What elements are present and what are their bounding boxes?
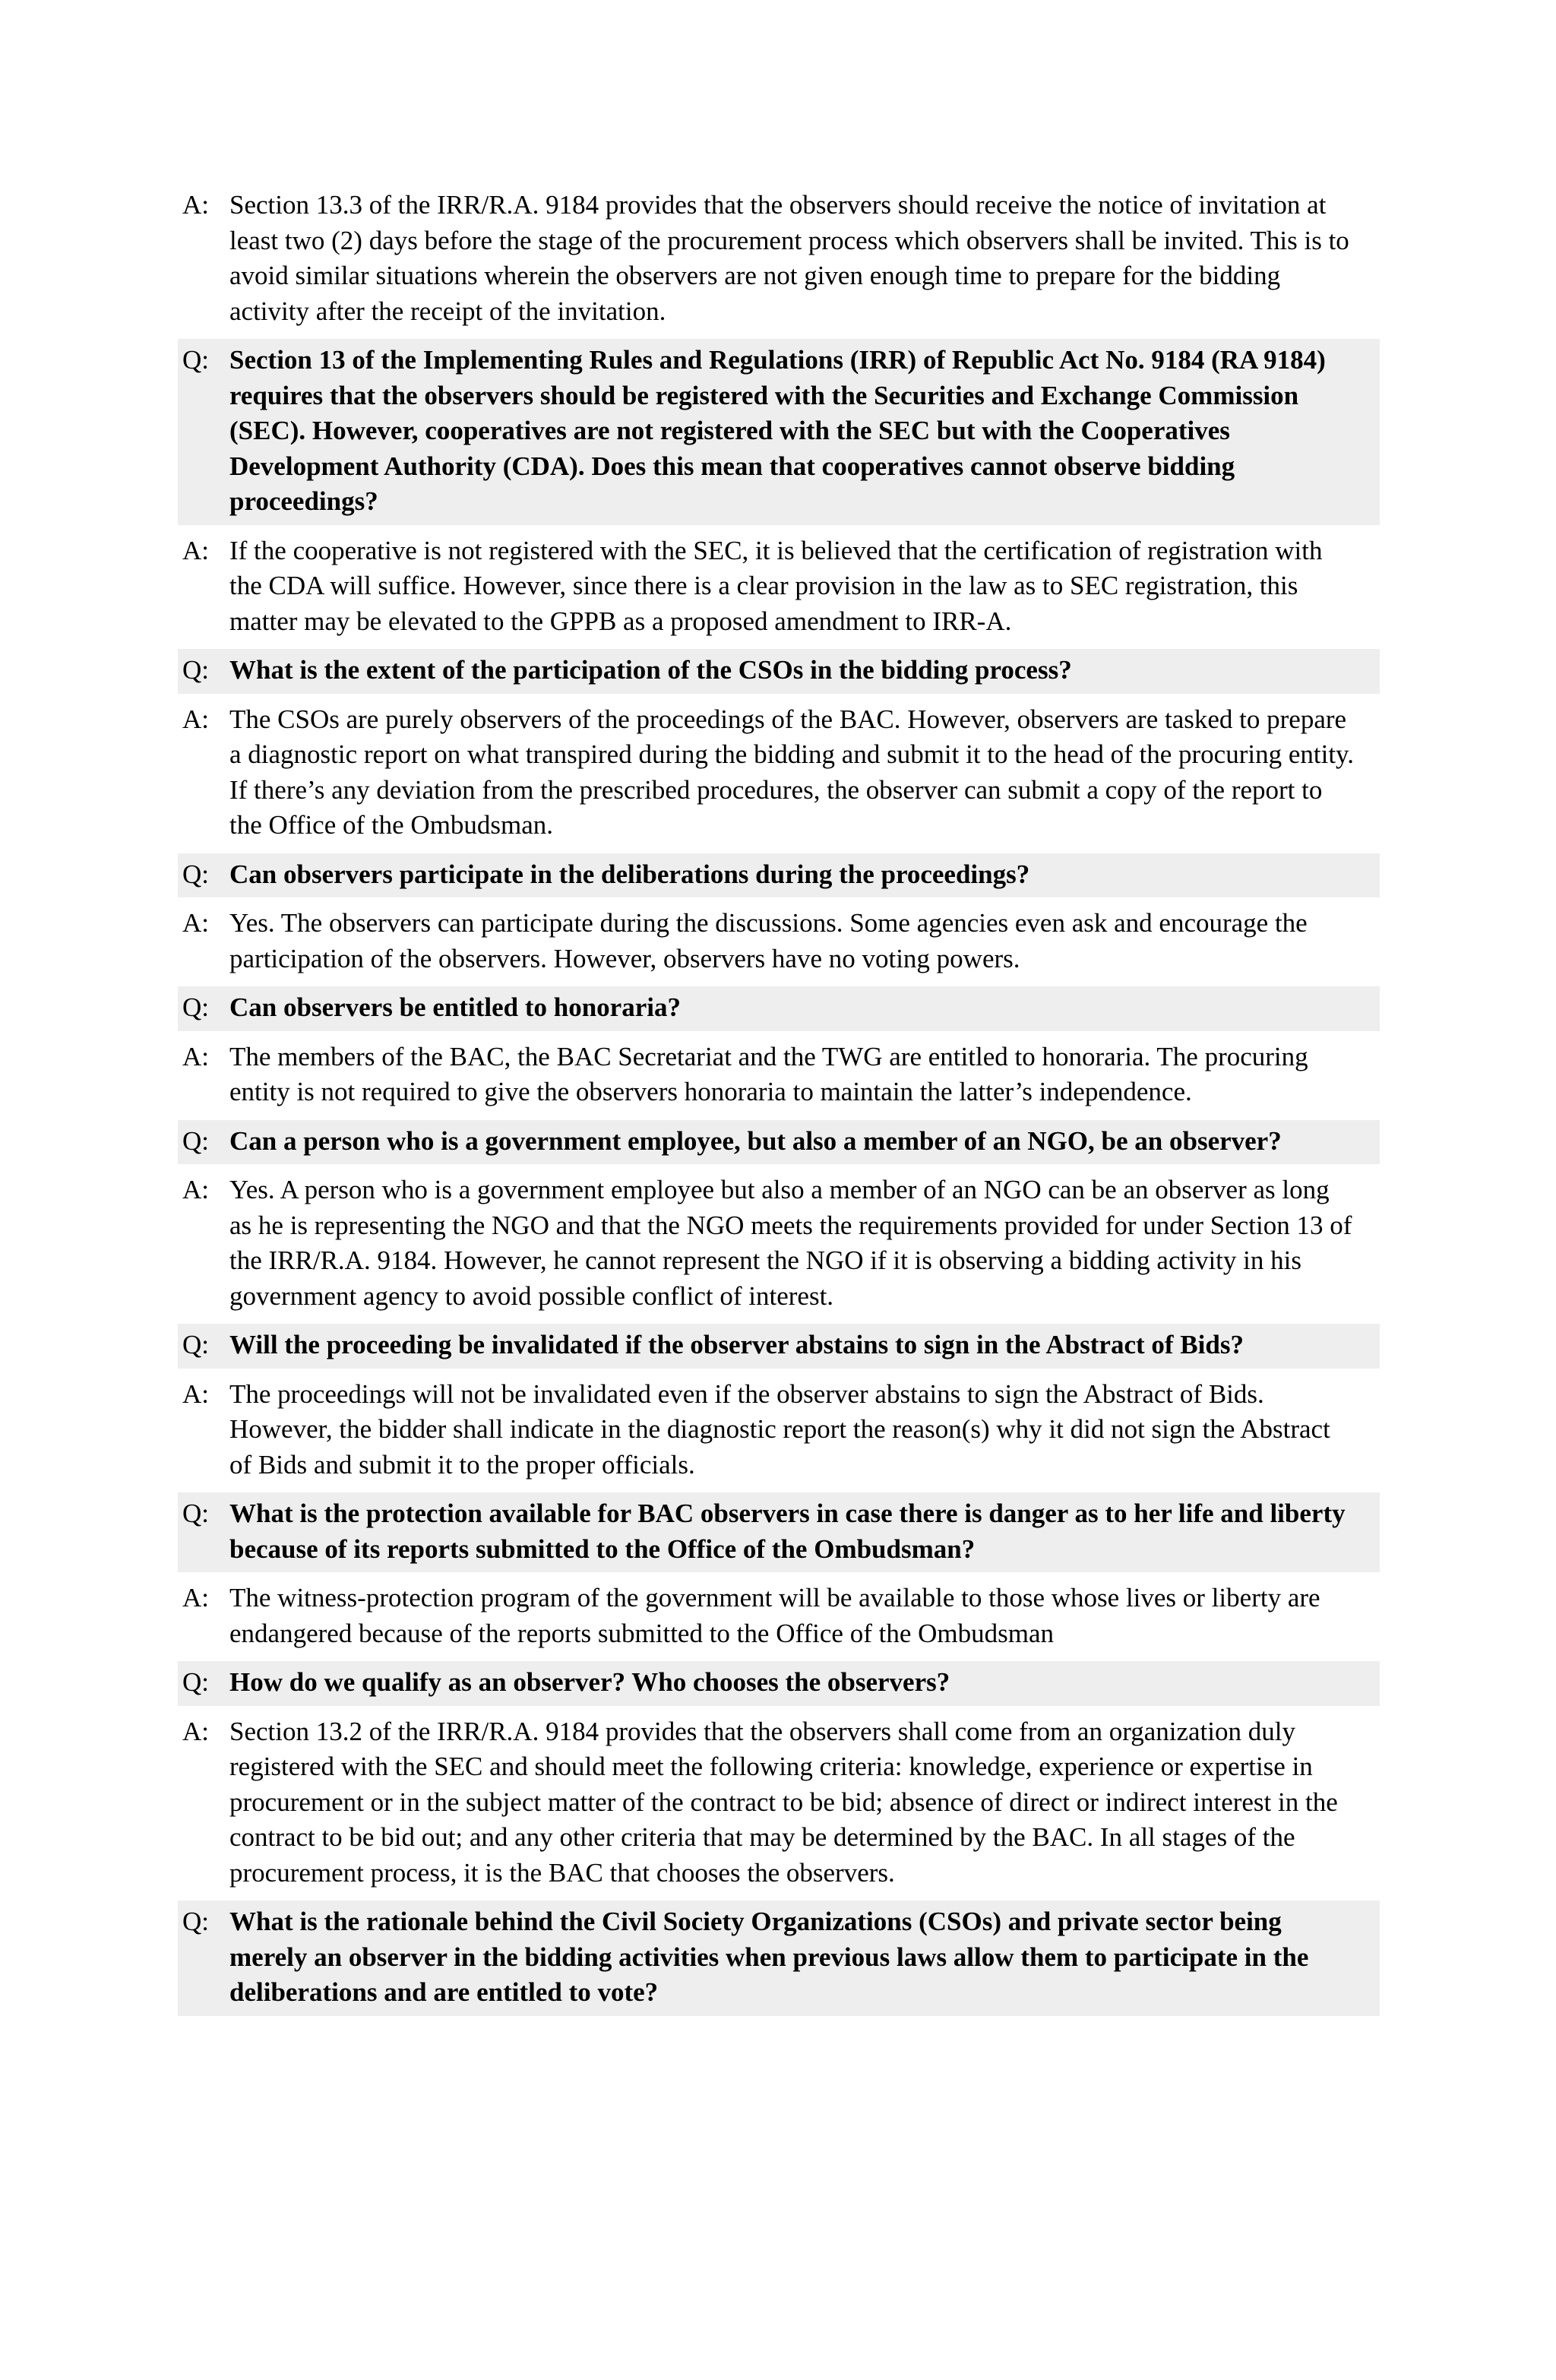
answer-prefix: A: — [182, 1041, 209, 1071]
answer-prefix: A: — [182, 704, 209, 734]
answer-text: Yes. The observers can participate during the discussions. Some agencies even ask and encourage the participation of the observers. However, observers have no voting powers. — [229, 908, 1308, 973]
answer-block — [178, 698, 1380, 849]
question-text: How do we qualify as an observer? Who chooses the observers? — [229, 1667, 950, 1697]
answer-text: Section 13.3 of the IRR/R.A. 9184 provides that the observers should receive the notice of invitation at least two (2) days before the stage of the procurement process which observers shall be invited. This is to avoid similar situations wherein the observers are not given enough time to prepare for the bidding activity after the receipt of the invitation. — [229, 190, 1349, 326]
question-prefix: Q: — [182, 345, 209, 375]
question-block — [178, 649, 1380, 694]
answer-block — [178, 1711, 1380, 1897]
question-block — [178, 853, 1380, 898]
answer-text: The CSOs are purely observers of the proceedings of the BAC. However, observers are tasked to prepare a diagnostic report on what transpired during the bidding and submit it to the head of the procuring entity. If there’s any deviation from the prescribed procedures, the observer can submit a copy of the report to the Office of the Ombudsman. — [229, 704, 1355, 840]
question-prefix: Q: — [182, 992, 209, 1022]
question-prefix: Q: — [182, 655, 209, 685]
question-block — [178, 1324, 1380, 1369]
question-block — [178, 1661, 1380, 1706]
faq-page — [178, 184, 1380, 2021]
question-block — [178, 986, 1380, 1031]
answer-block — [178, 1036, 1380, 1116]
answer-prefix: A: — [182, 1378, 209, 1409]
answer-prefix: A: — [182, 190, 209, 220]
answer-block — [178, 184, 1380, 334]
question-prefix: Q: — [182, 859, 209, 889]
answer-text: The members of the BAC, the BAC Secretariat and the TWG are entitled to honoraria. The procuring entity is not required to give the observers honoraria to maintain the latter’s independence. — [229, 1041, 1308, 1106]
answer-block — [178, 902, 1380, 982]
question-text: Can a person who is a government employee, but also a member of an NGO, be an observer? — [229, 1125, 1282, 1156]
question-block — [178, 1492, 1380, 1572]
answer-prefix: A: — [182, 908, 209, 938]
question-prefix: Q: — [182, 1667, 209, 1697]
answer-text: Section 13.2 of the IRR/R.A. 9184 provides that the observers shall come from an organization duly registered with the SEC and should meet the following criteria: knowledge, experience or expertise in procurement or in the subject matter of the contract to be bid; absence of direct or indirect interest in the contract to be bid out; and any other criteria that may be determined by the BAC. In all stages of the procurement process, it is the BAC that chooses the observers. — [229, 1716, 1338, 1888]
answer-block — [178, 1373, 1380, 1489]
question-text: Can observers be entitled to honoraria? — [229, 992, 681, 1022]
answer-prefix: A: — [182, 1716, 209, 1746]
answer-text: The witness-protection program of the government will be available to those whose lives or liberty are endangered because of the reports submitted to the Office of the Ombudsman — [229, 1583, 1320, 1648]
question-text: Section 13 of the Implementing Rules and Regulations (IRR) of Republic Act No. 9184 (RA 9184) requires that the observers should be registered with the Securities and Exchange Commission (SEC). However, cooperatives are not registered with the SEC but with the Cooperatives Development Authority (CDA). Does this mean that cooperatives cannot observe bidding proceedings? — [229, 345, 1326, 516]
question-block — [178, 339, 1380, 525]
question-prefix: Q: — [182, 1125, 209, 1156]
question-block — [178, 1120, 1380, 1165]
question-prefix: Q: — [182, 1907, 209, 1936]
answer-block — [178, 1169, 1380, 1319]
question-text: What is the rationale behind the Civil Society Organizations (CSOs) and private sector being merely an observer in the bidding activities when previous laws allow them to participate in the deliberations and are entitled to vote? — [229, 1907, 1309, 2007]
question-text: Can observers participate in the deliberations during the proceedings? — [229, 859, 1030, 889]
question-text: Will the proceeding be invalidated if the observer abstains to sign in the Abstract of Bids? — [229, 1330, 1244, 1359]
answer-prefix: A: — [182, 1583, 209, 1613]
answer-text: Yes. A person who is a government employee but also a member of an NGO can be an observer as long as he is representing the NGO and that the NGO meets the requirements provided for under Section 13 of the IRR/R.A. 9184. However, he cannot represent the NGO if it is observing a bidding activity in his government agency to avoid possible conflict of interest. — [229, 1175, 1352, 1311]
question-prefix: Q: — [182, 1499, 209, 1528]
question-text: What is the extent of the participation of the CSOs in the bidding process? — [229, 655, 1072, 685]
answer-text: The proceedings will not be invalidated even if the observer abstains to sign the Abstract of Bids. However, the bidder shall indicate in the diagnostic report the reason(s) why it did not sign the Abstract of Bids and submit it to the proper officials. — [229, 1378, 1330, 1480]
answer-text: If the cooperative is not registered with the SEC, it is believed that the certification of registration with the CDA will suffice. However, since there is a clear provision in the law as to SEC registration, this matter may be elevated to the GPPB as a proposed amendment to IRR-A. — [229, 535, 1323, 636]
answer-block — [178, 1577, 1380, 1657]
answer-block — [178, 530, 1380, 645]
question-block — [178, 1901, 1380, 2016]
question-prefix: Q: — [182, 1330, 209, 1359]
answer-prefix: A: — [182, 535, 209, 565]
answer-prefix: A: — [182, 1175, 209, 1204]
question-text: What is the protection available for BAC observers in case there is danger as to her life and liberty because of its reports submitted to the Office of the Ombudsman? — [229, 1499, 1346, 1564]
